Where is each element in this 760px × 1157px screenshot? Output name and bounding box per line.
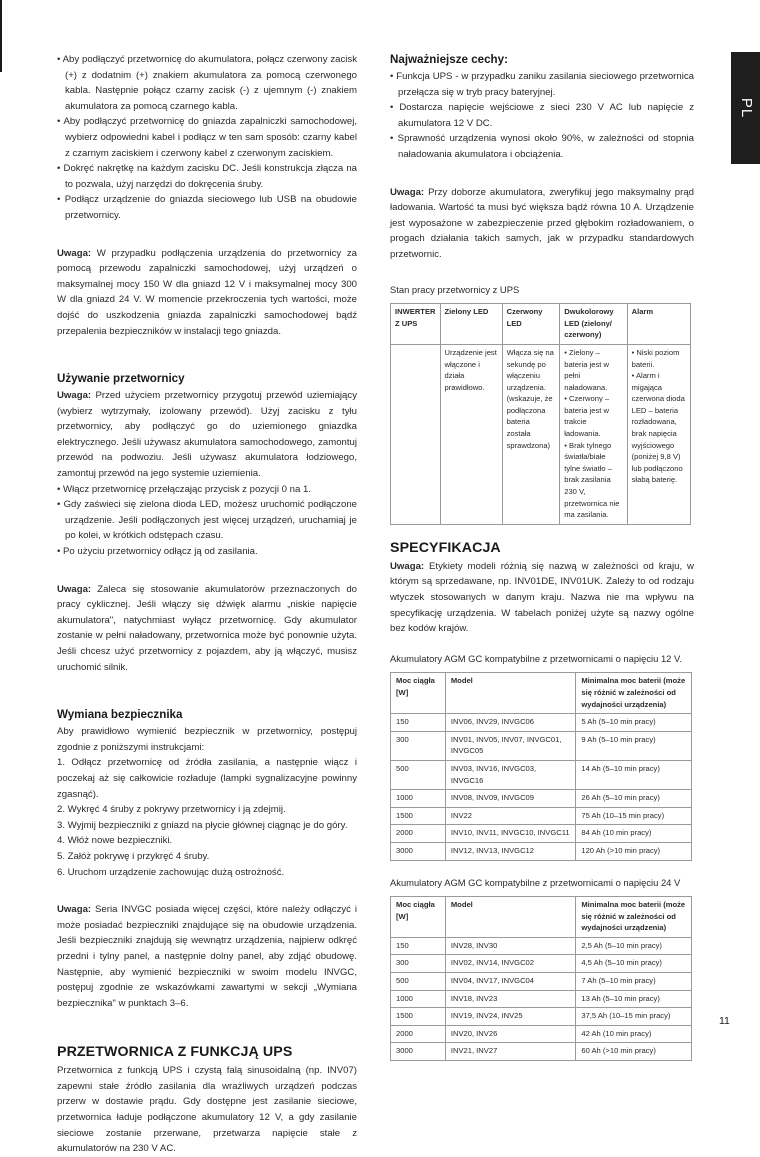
list-item: 3. Wyjmij bezpieczniki z gniazd na płycie głównej ciągnąc je do góry. <box>57 819 348 831</box>
table-row <box>391 807 692 825</box>
list-item: 4. Włóż nowe bezpieczniki. <box>57 835 173 847</box>
table-cell: 5 Ah (5–10 min pracy) <box>576 714 692 732</box>
note-label: Uwaga: <box>390 186 425 198</box>
table-cell: INV01, INV05, INV07, INVGC01, INVGC05 <box>445 731 576 760</box>
table-cell: INV04, INV17, INVGC04 <box>445 973 575 991</box>
table-header-cell: Alarm <box>627 304 690 345</box>
table-cell: 2000 <box>391 1025 446 1043</box>
table-header-cell: Moc ciągła [W] <box>391 673 446 714</box>
table-cell: 1000 <box>391 990 446 1008</box>
note-label: Uwaga: <box>57 583 92 595</box>
table-cell: INV12, INV13, INVGC12 <box>445 842 576 860</box>
spec-note <box>390 559 694 637</box>
table-cell: 3000 <box>391 842 446 860</box>
spec-heading: SPECYFIKACJA <box>390 539 501 556</box>
table-cell: INV28, INV30 <box>445 937 575 955</box>
usage-heading: Używanie przetwornicy <box>57 372 185 386</box>
ups-state-caption: Stan pracy przetwornicy z UPS <box>390 283 520 295</box>
table-cell: 60 Ah (>10 min pracy) <box>576 1043 692 1061</box>
note-text: Zaleca się stosowanie akumulatorów przeznaczonych do pracy cyklicznej. Jeśli włączy się dźwięk alarmu „niskie napięcie akumulatora", natychmiast wyłącz przetwornicę. Gdy akumulator zostanie w pełni naładowany, przetwornica może być ponownie użyta. Jeśli chcesz użyć przetwornicy z pojazdem, aby ją włączyć, musisz uruchomić silnik. <box>57 583 357 673</box>
note-label: Uwaga: <box>57 390 92 402</box>
note-invgc <box>57 902 357 1011</box>
list-item: • Dostarcza napięcie wejściowe z sieci 230 V AC lub napięcie z akumulatora 12 V DC. <box>390 100 694 131</box>
table-cell: INV20, INV26 <box>445 1025 575 1043</box>
table-cell: INV19, INV24, INV25 <box>445 1008 575 1026</box>
fuse-heading: Wymiana bezpiecznika <box>57 708 183 722</box>
list-item: • Aby podłączyć przetwornicę do gniazda zapalniczki samochodowej, wybierz odpowiedni kabel i podłącz w ten sam sposób: czarny kabel z czarnym zaciskiem i czerwony kabel z czerwonym zaciskiem. <box>57 114 357 161</box>
list-item: • Gdy zaświeci się zielona dioda LED, możesz uruchomić podłączone urządzenie. Jeśli podłączonych jest więcej urządzeń, uruchamiaj je po kolei, w krótkich odstępach czasu. <box>57 497 357 544</box>
table-cell: 1000 <box>391 790 446 808</box>
table-cell: 7 Ah (5–10 min pracy) <box>576 973 692 991</box>
list-item: • Aby podłączyć przetwornicę do akumulatora, połącz czerwony zacisk (+) z dodatnim (+) znakiem akumulatora za pomocą czerwonego kabla. Następnie połącz czarny zacisk (-) z ujemnym (-) znakiem akumulatora za pomocą czarnego kabla. <box>57 52 357 114</box>
table-cell: 300 <box>391 955 446 973</box>
table-row <box>391 731 692 760</box>
fuse-intro: Aby prawidłowo wymienić bezpiecznik w przetwornicy, postępuj zgodnie z poniższymi instrukcjami: <box>57 726 357 753</box>
table-cell: 500 <box>391 973 446 991</box>
spec-table-24v <box>390 896 692 1061</box>
table-cell: • Niski poziom baterii. • Alarm i migająca czerwona dioda LED – bateria rozładowana, brak napięcia wyjściowego (poniżej 9,8 V) lub podłączono słabą baterię. <box>627 344 690 524</box>
right-column <box>390 52 694 1061</box>
table-cell: 120 Ah (>10 min pracy) <box>576 842 692 860</box>
note-charging <box>390 185 694 263</box>
table-cell: 3000 <box>391 1043 446 1061</box>
note-label: Uwaga: <box>390 560 425 572</box>
list-item: • Dokręć nakrętkę na każdym zacisku DC. Jeśli konstrukcja złącza na to pozwala, użyj narzędzi do dokręcenia śruby. <box>57 161 357 192</box>
features-list <box>390 69 694 163</box>
table-cell: INV02, INV14, INVGC02 <box>445 955 575 973</box>
ups-text: Przetwornica z funkcją UPS i czystą falą sinusoidalną (np. INV07) zapewni stałe źródło zasilania dla wrażliwych urządzeń podczas przerw w dostawie prądu. Gdy dostępne jest zasilanie sieciowe, przetwornica ładuje podłączone akumulatory 12 V, a gdy zasilanie sieciowe zostanie przerwane, przetwarza napięcie stałe z akumulatorów na 230 V AC. <box>57 1065 357 1155</box>
connect-bullets <box>57 52 357 224</box>
list-item: 2. Wykręć 4 śruby z pokrywy przetwornicy i ją zdejmij. <box>57 804 286 816</box>
table-cell: 37,5 Ah (10–15 min pracy) <box>576 1008 692 1026</box>
note-text: Przy doborze akumulatora, zweryfikuj jego maksymalny prąd ładowania. Wartość ta musi być większa bądź równa 10 A. Urządzenie jest wyposażone w zabezpieczenie przed głębokim rozładowaniem, o progach działania takich samych, jak w przypadku standardowych przetwornic. <box>390 186 694 260</box>
table-header-cell: Zielony LED <box>440 304 502 345</box>
note-battery <box>57 582 357 676</box>
table-header-row <box>391 304 691 345</box>
table-header-cell: Model <box>445 673 576 714</box>
table-row <box>391 842 692 860</box>
table-row <box>391 955 692 973</box>
table-cell: 14 Ah (5–10 min pracy) <box>576 760 692 789</box>
table-cell: 9 Ah (5–10 min pracy) <box>576 731 692 760</box>
table24-caption: Akumulatory AGM GC kompatybilne z przetwornicami o napięciu 24 V <box>390 876 681 888</box>
table-cell: 300 <box>391 731 446 760</box>
table-header-cell: INWERTER Z UPS <box>391 304 441 345</box>
note-car-lighter <box>57 246 357 340</box>
table-header-row <box>391 897 692 938</box>
ups-heading: PRZETWORNICA Z FUNKCJĄ UPS <box>57 1044 293 1061</box>
table12-caption: Akumulatory AGM GC kompatybilne z przetwornicami o napięciu 12 V. <box>390 652 682 664</box>
table-cell: 500 <box>391 760 446 789</box>
note-text: W przypadku podłączenia urządzenia do przetwornicy za pomocą przewodu zapalniczki samochodowej, użyj urządzeń o maksymalnej mocy 150 W dla gniazd 12 V i maksymalnej mocy 300 W dla gniazd 24 V. W momencie przekroczenia tych wartości, może dojść do uszkodzenia gniazda zapalniczki samochodowej bądź przepalenia bezpieczników w instalacji tego gniazda. <box>57 247 357 337</box>
table-cell: INV21, INV27 <box>445 1043 575 1061</box>
note-label: Uwaga: <box>57 904 92 916</box>
language-code: PL <box>737 97 755 119</box>
table-cell: 1500 <box>391 807 446 825</box>
table-row <box>391 825 692 843</box>
table-cell: Urządzenie jest włączone i działa prawidłowo. <box>440 344 502 524</box>
list-item: 1. Odłącz przetwornicę od źródła zasilania, a następnie wiącz i poczekaj aż się całkowicie rozładuje (lampki sygnalizacyjne powinny zgasnąć). <box>57 757 357 800</box>
table-row <box>391 790 692 808</box>
table-cell: 75 Ah (10–15 min pracy) <box>576 807 692 825</box>
table-row <box>391 973 692 991</box>
usage-note <box>57 388 357 482</box>
left-edge-mark <box>0 0 2 72</box>
table-cell: INV22 <box>445 807 576 825</box>
table-cell: • Zielony – bateria jest w pełni naładowana. • Czerwony – bateria jest w trakcie ładowania. • Brak tylnego światła/białe tylne światło – brak zasilania 230 V, przetwornica nie ma zasilania. <box>560 344 627 524</box>
table-cell: 26 Ah (5–10 min pracy) <box>576 790 692 808</box>
table-header-cell: Model <box>445 897 575 938</box>
table-header-cell: Dwukolorowy LED (zielony/ czerwony) <box>560 304 627 345</box>
table-row <box>391 1025 692 1043</box>
note-text: Etykiety modeli różnią się nazwą w zależności od kraju, w którym są sprzedawane, np. INV01DE, INV01UK. Zależy to od rodzaju wtyczek stosowanych w danym kraju. Nazwa nie ma wpływu na specyfikację urządzenia. W tabelach poniżej użyte są nazwy ogólne bez kodów krajów. <box>390 560 694 635</box>
table-header-cell: Czerwony LED <box>502 304 560 345</box>
note-text: Przed użyciem przetwornicy przygotuj przewód uziemiający (wybierz wytrzymały, izolowany przewód). Użyj zacisku z tyłu przetwornicy, aby podłączyć go do uziemionego gniazdka elektrycznego. Jeśli używasz akumulatora samochodowego, zamontuj przewód na podwoziu. Jeśli używasz akumulatora łodziowego, zamontuj przewód na jego systemie uziemienia. <box>57 390 357 480</box>
table-cell: INV10, INV11, INVGC10, INVGC11 <box>445 825 576 843</box>
table-header-cell: Moc ciągła [W] <box>391 897 446 938</box>
list-item: • Włącz przetwornicę przełączając przycisk z pozycji 0 na 1. <box>57 482 357 498</box>
fuse-steps <box>57 755 357 880</box>
list-item: 6. Uruchom urządzenie zachowując dużą ostrożność. <box>57 866 285 878</box>
table-row <box>391 714 692 732</box>
table-cell: 84 Ah (10 min pracy) <box>576 825 692 843</box>
spec-table-12v <box>390 672 692 860</box>
table-header-cell: Minimalna moc baterii (może się różnić w zależności od wydajności urządzenia) <box>576 897 692 938</box>
note-label: Uwaga: <box>57 247 92 259</box>
list-item: • Po użyciu przetwornicy odłącz ją od zasilania. <box>57 544 357 560</box>
usage-bullets <box>57 482 357 560</box>
table-cell: 150 <box>391 937 446 955</box>
table-row <box>391 344 691 524</box>
table-row <box>391 990 692 1008</box>
table-header-cell: Minimalna moc baterii (może się różnić w zależności od wydajności urządzenia) <box>576 673 692 714</box>
ups-state-table <box>390 303 691 525</box>
table-cell: 2,5 Ah (5–10 min pracy) <box>576 937 692 955</box>
table-cell: INV06, INV29, INVGC06 <box>445 714 576 732</box>
table-row <box>391 760 692 789</box>
table-cell: INV18, INV23 <box>445 990 575 1008</box>
table-cell: 150 <box>391 714 446 732</box>
table-cell: INV08, INV09, INVGC09 <box>445 790 576 808</box>
table-cell <box>391 344 441 524</box>
table-cell: 13 Ah (5–10 min pracy) <box>576 990 692 1008</box>
features-heading: Najważniejsze cechy: <box>390 53 508 66</box>
table-cell: INV03, INV16, INVGC03, INVGC16 <box>445 760 576 789</box>
note-text: Seria INVGC posiada więcej części, które należy odłączyć i może posiadać bezpieczniki znajdujące się na obudowie urządzenia. Jeśli bezpieczniki znajdują się wewnątrz urządzenia, najpierw odkręć przedni i tylny panel, a następnie dolny panel, aby zdjąć obudowę. Następnie, aby wymienić bezpieczniki w swoim modelu INVGC, postępuj zgodnie ze wskazówkami zawartymi w sekcji „Wymiana bezpiecznika" w punktach 3–6. <box>57 904 357 1009</box>
list-item: 5. Załóż pokrywę i przykręć 4 śruby. <box>57 850 210 862</box>
table-cell: 4,5 Ah (5–10 min pracy) <box>576 955 692 973</box>
list-item: • Podłącz urządzenie do gniazda sieciowego lub USB na obudowie przetwornicy. <box>57 192 357 223</box>
table-cell: 2000 <box>391 825 446 843</box>
table-row <box>391 937 692 955</box>
table-row <box>391 1008 692 1026</box>
list-item: • Sprawność urządzenia wynosi około 90%, w zależności od stopnia naładowania akumulatora i obciążenia. <box>390 131 694 162</box>
language-tab <box>731 52 760 164</box>
table-row <box>391 1043 692 1061</box>
table-cell: 42 Ah (10 min pracy) <box>576 1025 692 1043</box>
table-cell: 1500 <box>391 1008 446 1026</box>
table-header-row <box>391 673 692 714</box>
table-cell: Włącza się na sekundę po włączeniu urządzenia. (wskazuje, że podłączona bateria została sprawdzona) <box>502 344 560 524</box>
left-column <box>57 52 357 1157</box>
list-item: • Funkcja UPS - w przypadku zaniku zasilania sieciowego przetwornica przełącza się w tryb pracy bateryjnej. <box>390 69 694 100</box>
page-number: 11 <box>719 1015 730 1027</box>
